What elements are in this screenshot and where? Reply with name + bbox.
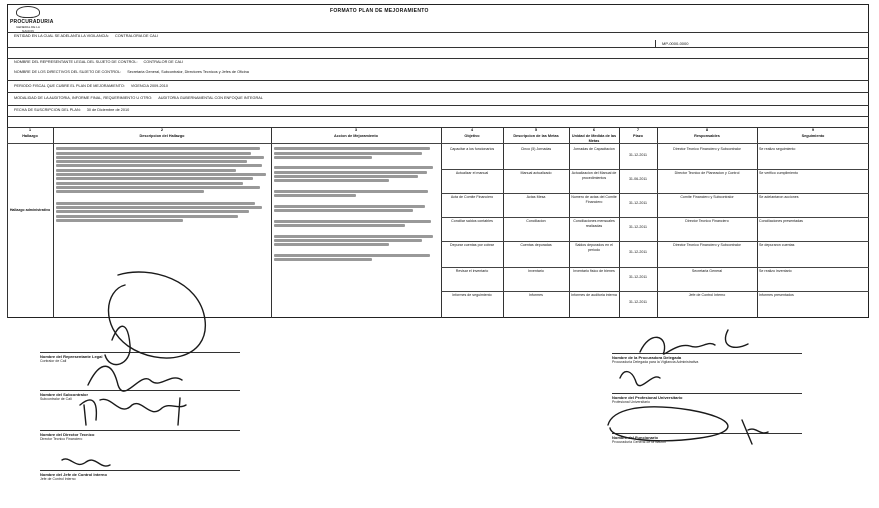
meta-label: FECHA DE SUSCRIPCION DEL PLAN: (14, 108, 81, 112)
signatory-name: Nombre del Jefe de Control Interno (40, 472, 107, 477)
signatory-role: Procuraduria Delegada para la Vigilancia Administrativa (612, 360, 699, 364)
column-header: Descripcion del Hallazgo (139, 134, 185, 138)
signatory-role: Procuraduria General de la Nacion (612, 440, 666, 444)
cell-follow-up: Se adelantaron acciones (759, 195, 799, 199)
column-header: Unidad de Medida de las Metas (571, 134, 617, 143)
signatory-name: Nombre del Subcontralor (40, 392, 89, 397)
cell-follow-up: Se realizo seguimiento (759, 147, 796, 151)
signature-scribble (620, 372, 660, 386)
cell-follow-up: Conciliaciones presentadas (759, 219, 803, 223)
column-number: 1 (28, 127, 32, 132)
signatory-name: Nombre de la Procuradora Delegada (612, 355, 682, 360)
column-header: Hallazgo (22, 134, 38, 138)
cell-objective: Revisar el inventario (455, 269, 489, 273)
cell-objective: Capacitar a los funcionarios (449, 147, 495, 151)
signature-scribble (108, 272, 205, 358)
cell-responsible: Director Tecnico Financiero y Subcontralor (673, 243, 741, 247)
signatory-role: Profesional Universitario (612, 400, 650, 404)
column-number: 4 (470, 127, 474, 132)
signatory-name: Nombre del Funcionario (612, 435, 659, 440)
cell-unit: Inventario fisico de bienes (573, 269, 615, 273)
cell-responsible: Jefe de Control Interno (688, 293, 726, 297)
meta-label: PERIODO FISCAL QUE CUBRE EL PLAN DE MEJORAMIENTO: (14, 84, 125, 88)
cell-unit: Informes de auditoria interna (571, 293, 617, 297)
signatory-role: Jefe de Control Interno (40, 477, 76, 481)
cell-objective: Actualizar el manual (455, 171, 489, 175)
column-header: Responsables (694, 134, 720, 138)
cell-meta: Inventario (528, 269, 544, 273)
cell-responsible: Secretaria General (691, 269, 723, 273)
cell-responsible: Director Tecnico Financiero (685, 219, 729, 223)
cell-responsible: Director Tecnico Financiero y Subcontralor (673, 147, 741, 151)
cell-meta: Conciliacion (526, 219, 546, 223)
column-number: 8 (705, 127, 709, 132)
meta-value: 30 de Diciembre de 2010 (86, 108, 130, 112)
cell-meta: Cinco (5) Jornadas (520, 147, 552, 151)
column-number: 7 (636, 127, 640, 132)
signature-scribble (640, 330, 748, 354)
cell-unit: Conciliaciones mensuales realizadas (573, 219, 615, 228)
org-sub: GENERAL DE LA NACION (16, 25, 40, 33)
column-number: 6 (592, 127, 596, 132)
signatory-role: Subcontralor de Cali (40, 397, 72, 401)
signatory-name: Nombre del Profesional Universitario (612, 395, 683, 400)
column-header: Accion de Mejoramiento (334, 134, 378, 138)
signature-scribble (84, 398, 180, 425)
cell-follow-up: Se depuraron cuentas (759, 243, 795, 247)
cell-date: 31-06-2011 (628, 177, 648, 181)
meta-value: AUDITORIA GUBERNAMENTAL CON ENFOQUE INTEGRAL (158, 96, 263, 100)
cell-responsible: Director Tecnico de Planeacion y Control (674, 171, 740, 175)
column-number: 2 (160, 127, 164, 132)
column-number: 3 (354, 127, 358, 132)
cell-meta: Actas Mesa (526, 195, 546, 199)
meta-label: NOMBRE DEL REPRESENTANTE LEGAL DEL SUJETO DE CONTROL: (14, 60, 138, 64)
signatory-role: Director Tecnico Financiero (40, 437, 83, 441)
cell-meta: Informes (529, 293, 543, 297)
cell-date: 31-12-2011 (628, 300, 648, 304)
column-header: Objetivo (464, 134, 480, 138)
meta-value: CONTRALORIA DE CALI (114, 34, 159, 38)
meta-label: ENTIDAD EN LA CUAL SE ADELANTA LA VIGILANCIA: (14, 34, 109, 38)
org-name: PROCURADURIA (10, 19, 54, 25)
cell-unit: Numero de actas del Comite Financiero (571, 195, 617, 204)
signature-scribble (62, 459, 110, 466)
column-number: 5 (534, 127, 538, 132)
meta-value: CONTRALOR DE CALI (143, 60, 184, 64)
signatory-name: Nombre del Representante Legal (40, 354, 103, 359)
cell-unit: Actualizacion del Manual de procedimientos (571, 171, 617, 180)
column-header: Plazo (633, 134, 643, 138)
cell-responsible: Comite Financiero y Subcontralor (680, 195, 734, 199)
cell-unit: Jornadas de Capacitacion (573, 147, 615, 151)
cell-follow-up: Se realizo inventario (759, 269, 792, 273)
cell-follow-up: Se verifico cumplimiento (759, 171, 798, 175)
form-code: MP-0000-0000 (662, 41, 689, 46)
cell-date: 31-12-2011 (628, 153, 648, 157)
cell-objective: Informes de seguimiento (452, 293, 492, 297)
meta-label: MODALIDAD DE LA AUDITORIA, INFORME FINAL, REQUERIMIENTO U OTRO: (14, 96, 153, 100)
cell-date: 31-12-2011 (628, 250, 648, 254)
cell-follow-up: Informes presentados (759, 293, 794, 297)
column-number: 9 (811, 127, 815, 132)
signatory-role: Contralor de Cali (40, 359, 67, 363)
cell-objective: Depurar cuentas por cobrar (450, 243, 494, 247)
signature-scribble (88, 366, 182, 391)
meta-label: NOMBRE DE LOS DIRECTIVOS DEL SUJETO DE CONTROL: (14, 70, 122, 74)
cell-unit: Saldos depurados en el periodo (575, 243, 613, 252)
meta-value: Secretaria General, Subcontralor, Directores Tecnicos y Jefes de Oficina (127, 70, 249, 74)
meta-value: VIGENCIA 2009-2010 (130, 84, 168, 88)
cell-objective: Conciliar saldos contables (451, 219, 493, 223)
cell-meta: Manual actualizado (520, 171, 552, 175)
cell-date: 31-12-2011 (628, 225, 648, 229)
cell-date: 31-12-2011 (628, 275, 648, 279)
column-header: Seguimiento (801, 134, 825, 138)
column-header: Descripcion de las Metas (513, 134, 559, 138)
cell-meta: Cuentas depuradas (520, 243, 552, 247)
cell-objective: Acta de Comite Financiero (450, 195, 494, 199)
signature-scribble (742, 420, 768, 444)
cell-date: 31-12-2011 (628, 201, 648, 205)
row-group-label: Hallazgo administrativo (9, 208, 51, 212)
signatory-name: Nombre del Director Tecnico (40, 432, 95, 437)
signature-scribble (80, 399, 186, 420)
signature-scribble (608, 407, 728, 441)
form-title: FORMATO PLAN DE MEJORAMIENTO (330, 8, 429, 14)
